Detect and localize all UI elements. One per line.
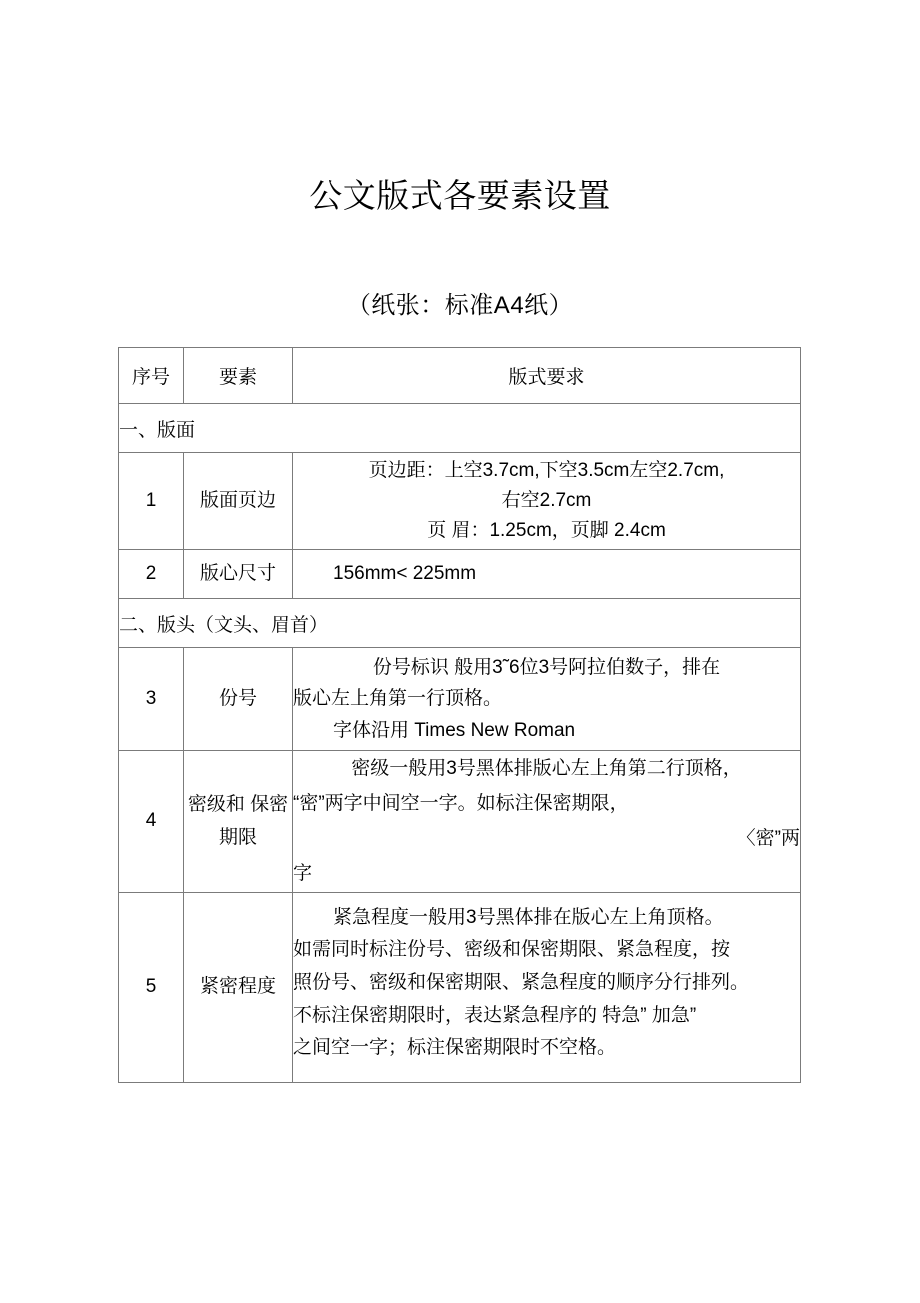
requirement-line: 如需同时标注份号、密级和保密期限、紧急程度，按	[293, 939, 731, 961]
row-element-name-line: 保密期限	[218, 794, 289, 849]
requirement-line: 密级一般用3号黑体排版心左上角第二行顶格，	[351, 758, 742, 779]
requirement-line: 156mm< 225mm	[333, 562, 477, 584]
table-row	[119, 648, 801, 751]
section-row-two	[119, 599, 801, 648]
requirement-line: 字体沿用 Times New Roman	[333, 719, 576, 741]
section-label-bantou: 二、版头（文头、眉首）	[119, 599, 801, 648]
requirement-line: 〈密”两	[736, 828, 800, 850]
row-number: 2	[119, 550, 184, 599]
format-specification-table	[118, 347, 801, 1083]
page-subtitle: （纸张：标准A4纸）	[346, 292, 574, 319]
page-title: 公文版式各要素设置	[309, 177, 611, 214]
row-requirement	[293, 892, 801, 1082]
requirement-line: “密”两字中间空一字。如标注保密期限，	[293, 793, 629, 815]
row-requirement	[293, 550, 801, 599]
column-header-element: 要素	[184, 348, 293, 404]
table-row	[119, 453, 801, 550]
row-element-name	[184, 751, 293, 893]
requirement-line: 不标注保密期限时，表达紧急程序的 特急” 加急”	[293, 1004, 697, 1026]
row-element-name: 紧密程度	[184, 892, 293, 1082]
row-element-name-line: 密级和	[187, 794, 245, 816]
section-row-one	[119, 404, 801, 453]
requirement-line: 页 眉：1.25cm，页脚 2.4cm	[427, 520, 666, 541]
column-header-requirement: 版式要求	[293, 348, 801, 404]
row-requirement	[293, 751, 801, 893]
requirement-line: 右空2.7cm	[501, 489, 592, 511]
row-number: 4	[119, 751, 184, 893]
table-row	[119, 550, 801, 599]
requirement-line: 照份号、密级和保密期限、紧急程度的顺序分行排列。	[293, 971, 750, 993]
row-number: 5	[119, 892, 184, 1082]
row-requirement	[293, 648, 801, 751]
table-row	[119, 751, 801, 893]
column-header-num: 序号	[119, 348, 184, 404]
section-label-banmian: 一、版面	[119, 404, 801, 453]
row-element-name: 版心尺寸	[184, 550, 293, 599]
row-element-name: 份号	[184, 648, 293, 751]
table-row	[119, 892, 801, 1082]
requirement-line: 份号标识 般用3˜6位3号阿拉伯数子，排在	[372, 656, 721, 678]
row-number: 3	[119, 648, 184, 751]
row-number: 1	[119, 453, 184, 550]
requirement-line: 页边距：上空3.7cm,下空3.5cm左空2.7cm,	[368, 459, 725, 481]
row-element-name: 版面页边	[184, 453, 293, 550]
row-requirement	[293, 453, 801, 550]
table-header-row	[119, 348, 801, 404]
requirement-line: 之间空一字；标注保密期限时不空格。	[293, 1037, 617, 1059]
requirement-line: 字	[293, 863, 313, 885]
requirement-line: 版心左上角第一行顶格。	[293, 688, 503, 710]
requirement-line: 紧急程度一般用3号黑体排在版心左上角顶格。	[333, 906, 724, 928]
